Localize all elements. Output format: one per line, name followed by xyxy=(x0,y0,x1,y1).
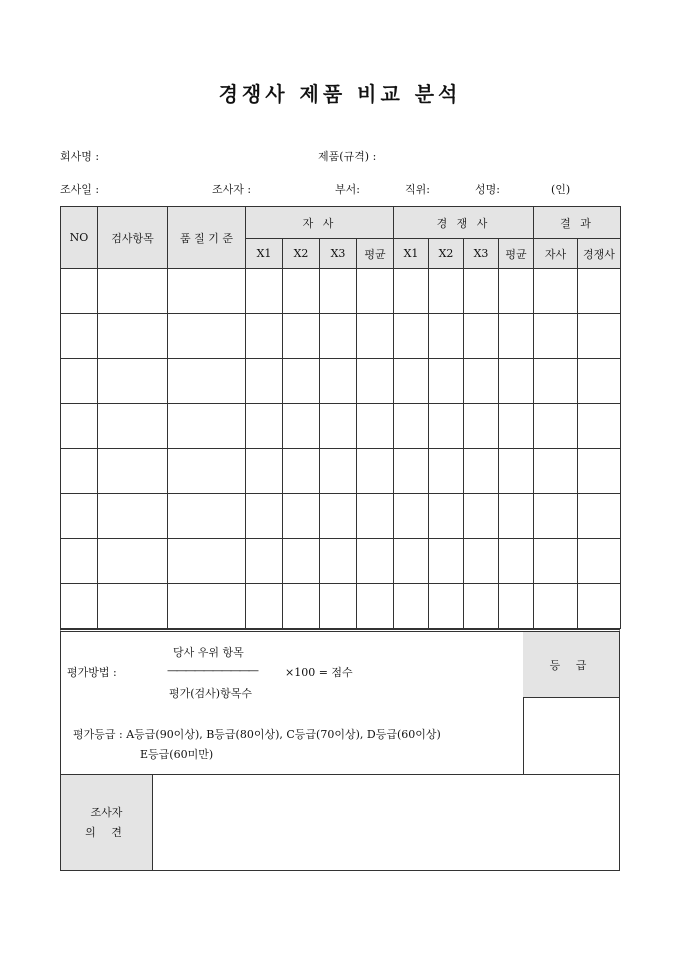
table-cell[interactable] xyxy=(61,584,98,629)
table-cell[interactable] xyxy=(320,404,357,449)
table-cell[interactable] xyxy=(246,359,283,404)
table-cell[interactable] xyxy=(246,449,283,494)
formula-fraction-line: —————————— xyxy=(167,664,257,677)
table-cell[interactable] xyxy=(534,359,578,404)
table-cell[interactable] xyxy=(534,449,578,494)
evaluation-method-box xyxy=(61,632,524,774)
table-cell[interactable] xyxy=(357,269,394,314)
table-cell[interactable] xyxy=(98,269,168,314)
table-cell[interactable] xyxy=(168,494,246,539)
table-cell[interactable] xyxy=(499,494,534,539)
table-cell[interactable] xyxy=(61,314,98,359)
table-cell[interactable] xyxy=(464,314,499,359)
table-cell[interactable] xyxy=(394,269,429,314)
opinion-label-line2: 의 견 xyxy=(85,825,128,839)
table-cell[interactable] xyxy=(499,584,534,629)
table-cell[interactable] xyxy=(246,584,283,629)
table-cell[interactable] xyxy=(320,584,357,629)
table-cell[interactable] xyxy=(246,494,283,539)
table-row xyxy=(61,404,621,449)
opinion-label-line1: 조사자 xyxy=(90,805,123,819)
subheader-cell: X2 xyxy=(429,239,464,269)
table-cell[interactable] xyxy=(283,449,320,494)
table-cell[interactable] xyxy=(464,404,499,449)
evaluation-section xyxy=(60,629,620,871)
table-cell[interactable] xyxy=(98,584,168,629)
table-body xyxy=(61,269,621,629)
opinion-input-area[interactable] xyxy=(153,775,619,870)
table-cell[interactable] xyxy=(61,539,98,584)
table-cell[interactable] xyxy=(578,494,621,539)
table-row xyxy=(61,359,621,404)
table-cell[interactable] xyxy=(283,584,320,629)
table-cell[interactable] xyxy=(394,449,429,494)
table-cell[interactable] xyxy=(98,314,168,359)
table-cell[interactable] xyxy=(394,404,429,449)
table-cell[interactable] xyxy=(320,359,357,404)
table-cell[interactable] xyxy=(168,404,246,449)
table-cell[interactable] xyxy=(357,404,394,449)
company-label: 회사명 : xyxy=(60,150,100,163)
comparison-table xyxy=(60,206,621,629)
position-label: 직위: xyxy=(405,183,430,196)
table-cell[interactable] xyxy=(578,404,621,449)
table-cell[interactable] xyxy=(578,539,621,584)
formula-multiplier: ×100 = 점수 xyxy=(285,666,353,679)
table-cell[interactable] xyxy=(394,584,429,629)
table-cell[interactable] xyxy=(429,494,464,539)
table-cell[interactable] xyxy=(578,449,621,494)
header-competitor: 경 쟁 사 xyxy=(394,207,534,239)
table-cell[interactable] xyxy=(464,494,499,539)
table-cell[interactable] xyxy=(246,314,283,359)
evaluation-method-label: 평가방법 : xyxy=(67,666,117,679)
table-row xyxy=(61,494,621,539)
table-cell[interactable] xyxy=(578,269,621,314)
table-cell[interactable] xyxy=(61,359,98,404)
subheader-cell: X1 xyxy=(246,239,283,269)
table-cell[interactable] xyxy=(320,539,357,584)
table-cell[interactable] xyxy=(168,269,246,314)
evaluation-grade-criteria: 평가등급 : A등급(90이상), B등급(80이상), C등급(70이상), D등급(60이상) xyxy=(73,728,441,741)
table-cell[interactable] xyxy=(429,584,464,629)
table-cell[interactable] xyxy=(246,404,283,449)
table-cell[interactable] xyxy=(283,494,320,539)
table-cell[interactable] xyxy=(394,314,429,359)
table-cell[interactable] xyxy=(320,494,357,539)
table-cell[interactable] xyxy=(464,584,499,629)
table-cell[interactable] xyxy=(98,449,168,494)
header-result: 결 과 xyxy=(534,207,621,239)
table-cell[interactable] xyxy=(394,359,429,404)
table-cell[interactable] xyxy=(534,539,578,584)
subheader-cell: X3 xyxy=(320,239,357,269)
table-cell[interactable] xyxy=(394,539,429,584)
table-cell[interactable] xyxy=(394,494,429,539)
table-cell[interactable] xyxy=(246,269,283,314)
subheader-cell: X1 xyxy=(394,239,429,269)
table-row xyxy=(61,539,621,584)
table-cell[interactable] xyxy=(534,314,578,359)
product-label: 제품(규격) : xyxy=(318,150,377,163)
table-cell[interactable] xyxy=(283,539,320,584)
table-cell[interactable] xyxy=(61,494,98,539)
table-cell[interactable] xyxy=(464,449,499,494)
table-cell[interactable] xyxy=(357,314,394,359)
subheader-cell: 자사 xyxy=(534,239,578,269)
table-cell[interactable] xyxy=(98,359,168,404)
table-cell[interactable] xyxy=(168,539,246,584)
investigator-opinion-section xyxy=(61,774,619,870)
table-cell[interactable] xyxy=(499,269,534,314)
table-cell[interactable] xyxy=(578,359,621,404)
table-cell[interactable] xyxy=(578,314,621,359)
table-cell[interactable] xyxy=(357,449,394,494)
table-cell[interactable] xyxy=(168,584,246,629)
name-label: 성명: xyxy=(475,183,500,196)
subheader-cell: X2 xyxy=(283,239,320,269)
date-label: 조사일 : xyxy=(60,183,100,196)
table-cell[interactable] xyxy=(429,539,464,584)
grade-value-field[interactable] xyxy=(523,698,619,774)
header-no: NO xyxy=(61,207,98,269)
table-cell[interactable] xyxy=(320,314,357,359)
page-title: 경쟁사 제품 비교 분석 xyxy=(218,82,462,106)
table-cell[interactable] xyxy=(534,494,578,539)
table-cell[interactable] xyxy=(246,539,283,584)
seal-label: (인) xyxy=(551,183,571,196)
table-cell[interactable] xyxy=(429,269,464,314)
table-row xyxy=(61,314,621,359)
table-cell[interactable] xyxy=(98,494,168,539)
table-cell[interactable] xyxy=(534,269,578,314)
subheader-cell: X3 xyxy=(464,239,499,269)
table-cell[interactable] xyxy=(283,359,320,404)
formula-denominator: 평가(검사)항목수 xyxy=(169,687,252,700)
table-cell[interactable] xyxy=(168,314,246,359)
table-cell[interactable] xyxy=(499,404,534,449)
table-cell[interactable] xyxy=(320,449,357,494)
subheader-cell: 평균 xyxy=(357,239,394,269)
table-cell[interactable] xyxy=(499,449,534,494)
table-cell[interactable] xyxy=(357,494,394,539)
formula-numerator: 당사 우위 항목 xyxy=(173,646,244,659)
header-our-company: 자 사 xyxy=(246,207,394,239)
table-cell[interactable] xyxy=(61,404,98,449)
header-inspection-item: 검사항목 xyxy=(98,207,168,269)
table-cell[interactable] xyxy=(464,359,499,404)
table-row xyxy=(61,584,621,629)
header-quality-standard: 품 질 기 준 xyxy=(168,207,246,269)
table-cell[interactable] xyxy=(357,584,394,629)
table-cell[interactable] xyxy=(283,269,320,314)
investigator-label: 조사자 : xyxy=(212,183,252,196)
evaluation-grade-criteria-e: E등급(60미만) xyxy=(140,748,214,761)
table-row xyxy=(61,269,621,314)
table-cell[interactable] xyxy=(499,314,534,359)
table-cell[interactable] xyxy=(429,314,464,359)
table-cell[interactable] xyxy=(283,404,320,449)
department-label: 부서: xyxy=(335,183,360,196)
table-cell[interactable] xyxy=(534,584,578,629)
subheader-cell: 경쟁사 xyxy=(578,239,621,269)
table-cell[interactable] xyxy=(357,359,394,404)
table-cell[interactable] xyxy=(534,404,578,449)
table-cell[interactable] xyxy=(98,404,168,449)
table-cell[interactable] xyxy=(61,449,98,494)
subheader-cell: 평균 xyxy=(499,239,534,269)
table-cell[interactable] xyxy=(429,404,464,449)
opinion-label xyxy=(61,775,153,870)
table-cell[interactable] xyxy=(357,539,394,584)
table-cell[interactable] xyxy=(61,269,98,314)
grade-header: 등 급 xyxy=(523,632,619,698)
table-cell[interactable] xyxy=(168,449,246,494)
table-cell[interactable] xyxy=(168,359,246,404)
table-cell[interactable] xyxy=(464,539,499,584)
table-cell[interactable] xyxy=(320,269,357,314)
table-cell[interactable] xyxy=(98,539,168,584)
table-cell[interactable] xyxy=(464,269,499,314)
table-cell[interactable] xyxy=(429,449,464,494)
table-cell[interactable] xyxy=(283,314,320,359)
table-row xyxy=(61,449,621,494)
table-cell[interactable] xyxy=(499,539,534,584)
table-cell[interactable] xyxy=(578,584,621,629)
table-cell[interactable] xyxy=(429,359,464,404)
table-cell[interactable] xyxy=(499,359,534,404)
